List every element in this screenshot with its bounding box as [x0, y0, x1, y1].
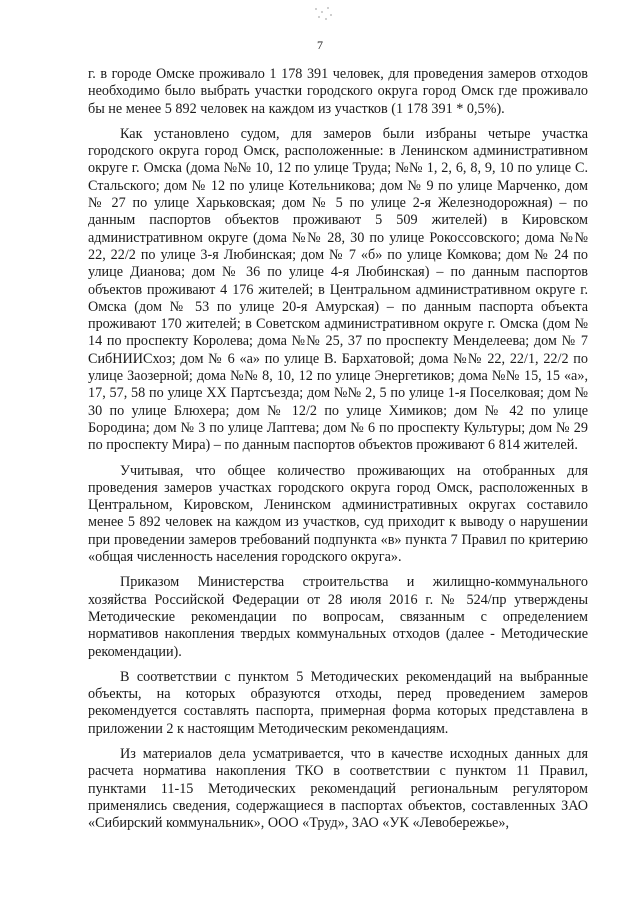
paragraph: Из материалов дела усматривается, что в качестве исходных данных для расчета норматива накопления ТКО в соответствии с пунктом 11 Правил, пунктами 11-15 Методических рекомендаций региональным регулятором применялись сведения, содержащиеся в паспортах объектов, составленных ЗАО «Сибирский коммунальник», ООО «Труд», ЗАО «УК «Левобережье», — [88, 745, 588, 832]
paragraph: Учитывая, что общее количество проживающих на отобранных для проведения замеров участках городского округа город Омск, расположенных в Центральном, Кировском, Ленинском административных округах составило менее 5 892 человек на каждом из участков, суд приходит к выводу о нарушении при проведении замеров требований подпункта «в» пункта 7 Правил по критерию «общая численность населения городского округа». — [88, 462, 588, 566]
paragraph: В соответствии с пунктом 5 Методических рекомендаций на выбранные объекты, на которых образуются отходы, перед проведением замеров рекомендуется составлять паспорта, примерная форма которых представлена в приложении 2 к настоящим Методическим рекомендациям. — [88, 668, 588, 737]
paragraph: Приказом Министерства строительства и жилищно-коммунального хозяйства Российской Федерации от 28 июля 2016 г. № 524/пр утверждены Методические рекомендации по вопросам, связанным с определением нормативов накопления твердых коммунальных отходов (далее - Методические рекомендации). — [88, 574, 588, 660]
scan-artifact — [312, 6, 334, 24]
paragraph: Как установлено судом, для замеров были избраны четыре участка городского округа город Омск, расположенные: в Ленинском административном округе г. Омска (дома №№ 10, 12 по улице Труда; №№ 1, 2, 6, 8, 9, 10 по улице С. Стальского; дом № 12 по улице Котельникова; дом № 9 по улице Марченко, дом № 27 по улице Харьковская; дом № 5 по улице 2-я Железнодорожная) – по данным паспортов объектов проживают 5 509 жителей) в Кировском административном округе (дома №№ 28, 30 по улице Рокоссовского; дома №№ 22, 22/2 по улице 3-я Любинская; дом № 7 «б» по улице Комкова; дом № 24 по улице Дианова; дом № 36 по улице 4-я Любинская) – по данным паспортов объектов проживают 4 176 жителей; в Центральном административном округе г. Омска (дом № 53 по улице 20-я Амурская) – по данным паспорта объекта проживают 170 жителей; в Советском административном округе г. Омска (дом № 14 по проспекту Королева; дома №№ 25, 37 по проспекту Менделеева; дом № 7 СибНИИСхоз; дом № 6 «а» по улице В. Бархатовой; дома №№ 22, 22/1, 22/2 по улице Заозерной; дома №№ 8, 10, 12 по улице Энергетиков; дома №№ 15, 15 «а», 17, 57, 58 по улице XX Партсъезда; дом №№ 2, 5 по улице 1-я Поселковая; дом № 30 по улице Блюхера; дом № 12/2 по улице Химиков; дом № 42 по улице Бородина; дом № 3 по улице Лаптева; дом № 6 по проспекту Культуры; дом № 29 по проспекту Мира) – по данным паспортов объектов проживают 6 814 жителей. — [88, 125, 588, 454]
page-number: 7 — [317, 38, 323, 52]
body-text — [88, 66, 588, 832]
paragraph: г. в городе Омске проживало 1 178 391 человек, для проведения замеров отходов необходимо было выбрать участки городского округа город Омск где проживало бы не менее 5 892 человек на каждом из участков (1 178 391 * 0,5%). — [88, 66, 588, 117]
